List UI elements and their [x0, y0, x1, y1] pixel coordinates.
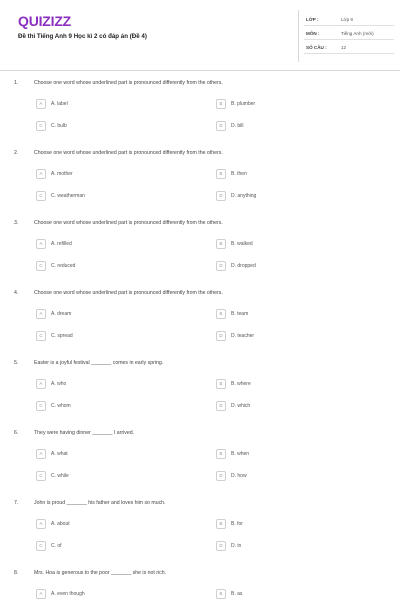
option-text: D. bill: [231, 123, 244, 129]
option-text: D. in: [231, 543, 242, 549]
question-number: 6.: [14, 430, 19, 436]
option-letter-box: D: [216, 261, 226, 271]
question-7: [0, 500, 400, 570]
meta-value-subject: Tiếng Anh (mới): [341, 31, 374, 36]
option-letter-box: C: [36, 401, 46, 411]
option-text: A. refilled: [51, 241, 72, 247]
option-text: A. dream: [51, 311, 72, 317]
option-text: C. of: [51, 543, 62, 549]
question-4: [0, 290, 400, 360]
question-6: [0, 430, 400, 500]
question-number: 5.: [14, 360, 19, 366]
option-text: A. who: [51, 381, 67, 387]
question-number: 7.: [14, 500, 19, 506]
option-letter-box: C: [36, 191, 46, 201]
option-letter-box: A: [36, 239, 46, 249]
option-letter-box: B: [216, 379, 226, 389]
option-letter-box: B: [216, 309, 226, 319]
option-text: B. walked: [231, 241, 253, 247]
question-number: 2.: [14, 150, 19, 156]
option-text: B. team: [231, 311, 249, 317]
question-1: [0, 80, 400, 150]
question-text: John is proud _______ his father and loves him so much.: [34, 500, 166, 506]
option-text: B. plumber: [231, 101, 256, 107]
question-8: [0, 570, 400, 600]
question-5: [0, 360, 400, 430]
worksheet-header: [0, 0, 400, 71]
option-text: C. while: [51, 473, 69, 479]
meta-label-question-count: SỐ CÂU :: [306, 45, 327, 50]
question-text: Mrs. Hoa is generous to the poor _______ she is not rich.: [34, 570, 167, 576]
question-text: Choose one word whose underlined part is pronounced differently from the others.: [34, 220, 223, 226]
option-letter-box: A: [36, 169, 46, 179]
option-text: C. whom: [51, 403, 71, 409]
option-text: A. mother: [51, 171, 73, 177]
question-2: [0, 150, 400, 220]
option-letter-box: B: [216, 239, 226, 249]
option-letter-box: D: [216, 331, 226, 341]
question-text: Choose one word whose underlined part is pronounced differently from the others.: [34, 80, 223, 86]
option-letter-box: A: [36, 379, 46, 389]
option-letter-box: C: [36, 261, 46, 271]
option-text: D. dropped: [231, 263, 256, 269]
option-text: A. label: [51, 101, 68, 107]
option-letter-box: B: [216, 169, 226, 179]
meta-row-grade: [304, 14, 394, 26]
option-letter-box: C: [36, 541, 46, 551]
option-letter-box: A: [36, 449, 46, 459]
option-text: D. teacher: [231, 333, 255, 339]
option-text: C. reduced: [51, 263, 76, 269]
meta-value-question-count: 12: [341, 45, 347, 50]
question-text: Choose one word whose underlined part is pronounced differently from the others.: [34, 290, 223, 296]
question-number: 4.: [14, 290, 19, 296]
option-text: A. what: [51, 451, 68, 457]
question-number: 3.: [14, 220, 19, 226]
option-letter-box: D: [216, 541, 226, 551]
option-letter-box: A: [36, 589, 46, 599]
option-text: B. as: [231, 591, 243, 597]
question-text: Easter is a joyful festival _______ comes in early spring.: [34, 360, 164, 366]
question-text: Choose one word whose underlined part is pronounced differently from the others.: [34, 150, 223, 156]
option-text: C. bulb: [51, 123, 67, 129]
meta-label-grade: LỚP :: [306, 17, 319, 22]
question-text: They were having dinner _______ I arrived.: [34, 430, 135, 436]
option-letter-box: C: [36, 121, 46, 131]
question-3: [0, 220, 400, 290]
option-text: D. which: [231, 403, 251, 409]
question-number: 8.: [14, 570, 19, 576]
option-letter-box: D: [216, 121, 226, 131]
quizizz-logo: QUIZIZZ: [18, 13, 72, 29]
option-text: A. about: [51, 521, 70, 527]
meta-label-subject: MÔN :: [306, 31, 320, 36]
option-letter-box: A: [36, 99, 46, 109]
option-letter-box: B: [216, 519, 226, 529]
option-text: A. even though: [51, 591, 85, 597]
option-letter-box: D: [216, 191, 226, 201]
meta-row-question-count: [304, 42, 394, 54]
option-letter-box: A: [36, 309, 46, 319]
option-text: C. spread: [51, 333, 73, 339]
option-letter-box: B: [216, 99, 226, 109]
option-text: D. anything: [231, 193, 257, 199]
option-letter-box: D: [216, 401, 226, 411]
option-letter-box: A: [36, 519, 46, 529]
meta-value-grade: Lớp 9: [341, 17, 353, 22]
option-letter-box: C: [36, 471, 46, 481]
option-letter-box: D: [216, 471, 226, 481]
option-letter-box: B: [216, 449, 226, 459]
worksheet-title: Đề thi Tiếng Anh 9 Học kì 2 có đáp án (Đề 4): [18, 33, 147, 40]
option-letter-box: C: [36, 331, 46, 341]
option-text: B. then: [231, 171, 247, 177]
question-number: 1.: [14, 80, 19, 86]
option-text: B. for: [231, 521, 243, 527]
option-text: C. weatherman: [51, 193, 85, 199]
option-text: D. how: [231, 473, 247, 479]
meta-row-subject: [304, 28, 394, 40]
option-letter-box: B: [216, 589, 226, 599]
header-divider: [298, 10, 299, 62]
option-text: B. when: [231, 451, 250, 457]
option-text: B. where: [231, 381, 251, 387]
